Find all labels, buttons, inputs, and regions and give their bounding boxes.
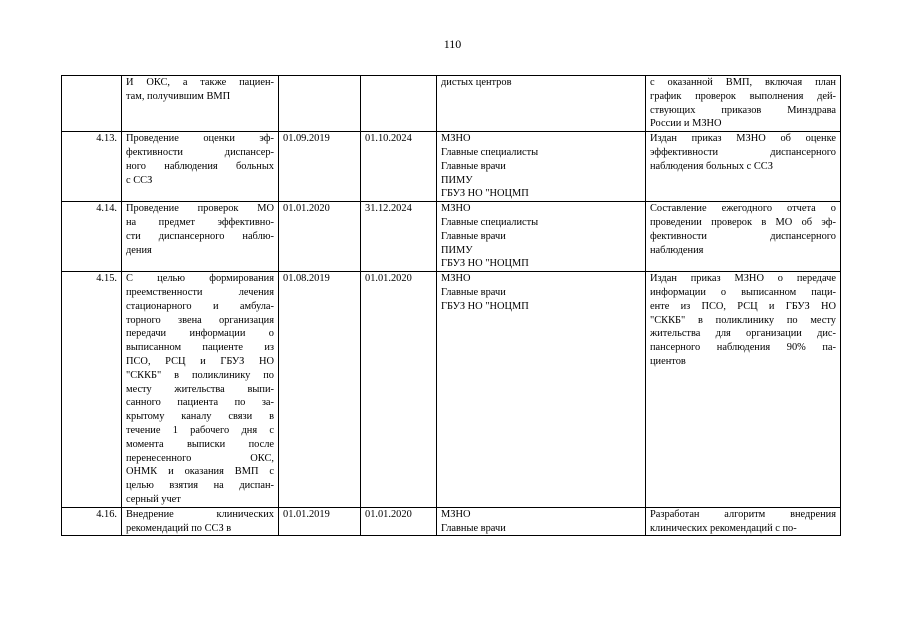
cell-line: преемственности лечения — [126, 286, 274, 298]
cell-line: Составление ежегодного отчета о — [650, 203, 836, 215]
expected-result — [646, 507, 841, 536]
table-row — [62, 132, 841, 202]
start-date: 01.09.2019 — [279, 132, 361, 202]
cell-line: Главные специалисты — [441, 216, 539, 228]
cell-line: ОНМК и оказания ВМП с — [126, 466, 274, 478]
cell-line: целью взятия на диспан- — [126, 480, 274, 492]
cell-line: циентов — [650, 355, 686, 367]
start-date: 01.08.2019 — [279, 272, 361, 508]
cell-line: передачи информации о — [126, 328, 274, 340]
expected-result — [646, 202, 841, 272]
cell-line: ПИМУ — [441, 174, 473, 186]
cell-line: фективности диспансер- — [126, 146, 274, 158]
cell-line: "СККБ" в поликлинику по месту — [650, 314, 836, 326]
cell-line: выписанном пациенте из — [126, 342, 274, 354]
cell-line: с оказанной ВМП, включая план — [650, 77, 836, 88]
row-number: 4.14. — [62, 202, 122, 272]
activity-name — [122, 76, 279, 132]
cell-line: дистых центров — [441, 77, 512, 88]
activity-name — [122, 272, 279, 508]
expected-result — [646, 132, 841, 202]
cell-line: сти диспансерного наблю- — [126, 230, 274, 242]
plan-table-body — [62, 76, 841, 536]
executors — [437, 76, 646, 132]
cell-line: там, получившим ВМП — [126, 90, 231, 102]
cell-line: эффективности диспансерного — [650, 146, 836, 158]
plan-table — [61, 75, 841, 536]
cell-line: Главные врачи — [441, 286, 506, 298]
cell-line: торного звена организация — [126, 314, 274, 326]
activity-name — [122, 132, 279, 202]
row-number: 4.13. — [62, 132, 122, 202]
end-date: 01.01.2020 — [361, 272, 437, 508]
cell-line: ствующих приказов Минздрава — [650, 104, 836, 116]
cell-line: с ССЗ — [126, 174, 153, 186]
cell-line: момента выписки после — [126, 438, 274, 450]
expected-result — [646, 272, 841, 508]
cell-line: на предмет эффективно- — [126, 216, 274, 228]
cell-line: месту жительства выпи- — [126, 383, 274, 395]
cell-line: пансерного наблюдения 90% па- — [650, 342, 836, 354]
cell-line: течение 1 рабочего дня с — [126, 424, 274, 436]
end-date — [361, 76, 437, 132]
cell-line: И ОКС, а также пациен- — [126, 77, 274, 88]
cell-line: ПСО, РСЦ и ГБУЗ НО — [126, 355, 274, 367]
start-date — [279, 76, 361, 132]
cell-line: стационарного и амбула- — [126, 300, 274, 312]
cell-line: МЗНО — [441, 508, 471, 520]
executors — [437, 132, 646, 202]
cell-line: Проведение оценки эф- — [126, 133, 274, 145]
cell-line: ПИМУ — [441, 244, 473, 256]
cell-line: рекомендаций по ССЗ в — [126, 522, 232, 534]
cell-line: серный учет — [126, 493, 181, 505]
row-number — [62, 76, 122, 132]
cell-line: енте из ПСО, РСЦ и ГБУЗ НО — [650, 300, 836, 312]
table-row — [62, 507, 841, 536]
cell-line: Издан приказ МЗНО об оценке — [650, 133, 836, 145]
start-date: 01.01.2020 — [279, 202, 361, 272]
cell-line: наблюдения — [650, 244, 704, 256]
table-row — [62, 202, 841, 272]
cell-line: проведении проверок в МО об эф- — [650, 216, 836, 228]
table-row — [62, 272, 841, 508]
cell-line: ГБУЗ НО "НОЦМП — [441, 300, 529, 312]
cell-line: ГБУЗ НО "НОЦМП — [441, 258, 529, 270]
cell-line: клинических рекомендаций с по- — [650, 522, 797, 534]
cell-line: С целью формирования — [126, 273, 274, 285]
cell-line: Главные врачи — [441, 230, 506, 242]
start-date: 01.01.2019 — [279, 507, 361, 536]
activity-name — [122, 507, 279, 536]
cell-line: Разработан алгоритм внедрения — [650, 508, 836, 520]
cell-line: России и МЗНО — [650, 118, 722, 130]
cell-line: перенесенного ОКС, — [126, 452, 274, 464]
row-number: 4.15. — [62, 272, 122, 508]
cell-line: ного наблюдения больных — [126, 160, 274, 172]
cell-line: информации о выписанном паци- — [650, 286, 836, 298]
expected-result — [646, 76, 841, 132]
cell-line: ГБУЗ НО "НОЦМП — [441, 188, 529, 200]
page-number: 110 — [443, 37, 462, 51]
cell-line: Проведение проверок МО — [126, 203, 274, 215]
end-date: 31.12.2024 — [361, 202, 437, 272]
cell-line: "СККБ" в поликлинику по — [126, 369, 274, 381]
cell-line: жительства для организации дис- — [650, 328, 836, 340]
cell-line: санного пациента по за- — [126, 397, 274, 409]
cell-line: Главные врачи — [441, 160, 506, 172]
cell-line: фективности диспансерного — [650, 230, 836, 242]
end-date: 01.01.2020 — [361, 507, 437, 536]
cell-line: крытому каналу связи в — [126, 411, 274, 423]
cell-line: наблюдения больных с ССЗ — [650, 160, 773, 172]
executors — [437, 507, 646, 536]
cell-line: Издан приказ МЗНО о передаче — [650, 273, 836, 285]
executors — [437, 272, 646, 508]
cell-line: МЗНО — [441, 133, 471, 145]
cell-line: Главные специалисты — [441, 146, 539, 158]
cell-line: МЗНО — [441, 203, 471, 215]
activity-name — [122, 202, 279, 272]
end-date: 01.10.2024 — [361, 132, 437, 202]
cell-line: Внедрение клинических — [126, 508, 274, 520]
executors — [437, 202, 646, 272]
row-number: 4.16. — [62, 507, 122, 536]
table-row — [62, 76, 841, 132]
cell-line: график проверок выполнения дей- — [650, 90, 836, 102]
cell-line: МЗНО — [441, 273, 471, 285]
cell-line: дения — [126, 244, 152, 256]
cell-line: Главные врачи — [441, 522, 506, 534]
